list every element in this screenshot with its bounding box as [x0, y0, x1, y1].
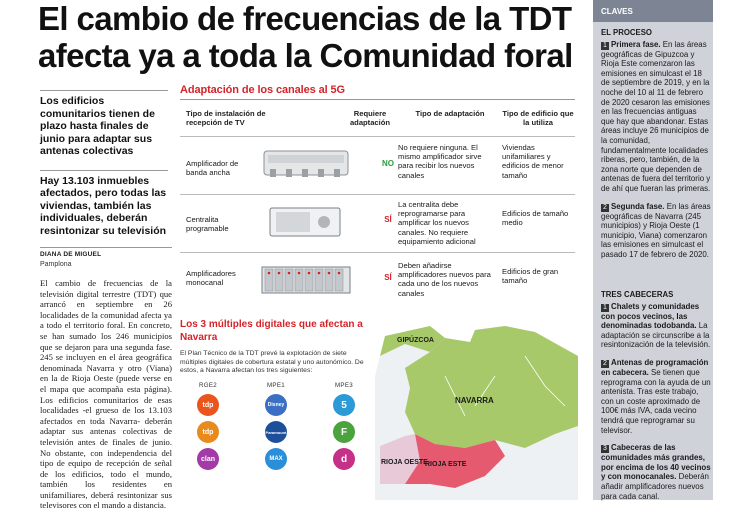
page-edge	[713, 0, 750, 500]
map-label-gipuzcoa: GIPÚZCOA	[397, 337, 434, 344]
row-installation-type: Amplificador de banda ancha	[186, 159, 239, 178]
row-requires: SÍ	[384, 215, 392, 224]
monochannel-amplifiers-image	[260, 261, 352, 297]
case-1-text: La adaptación se circunscribe a la resintonización de la televisión.	[601, 321, 711, 350]
row-building: Viviendas unifamiliares y edificios de menor tamaño	[502, 143, 564, 180]
channel-logo-f: F	[333, 421, 355, 443]
phase-2-number: 2	[601, 204, 609, 212]
header-building: Tipo de edificio que la utiliza	[502, 109, 574, 127]
dateline-location: Pamplona	[40, 261, 72, 268]
phase-1	[601, 40, 711, 194]
row-requires: NO	[382, 159, 394, 168]
case-2-title: Antenas de programación en cabecera.	[601, 357, 709, 377]
case-1	[601, 302, 711, 350]
cases-block	[601, 290, 711, 501]
case-3-title: Cabeceras de las comunidades más grandes, por encima de los 40 vecinos y con monocanales.	[601, 443, 711, 482]
infobox-title: Adaptación de los canales al 5G	[180, 84, 575, 100]
author-byline: DIANA DE MIGUEL	[40, 247, 172, 258]
channel-logo-paramount: Paramount	[265, 421, 287, 443]
table-row	[180, 194, 575, 252]
channel-logo-tdp: tdp	[197, 394, 219, 416]
subheadline-1: Los edificios comunitarios tienen de plazo hasta finales de junio para adaptar sus antenas colectivas	[40, 90, 172, 158]
multiplex-title: Los 3 múltiples digitales que afectan a Navarra	[180, 319, 363, 343]
case-2	[601, 358, 711, 435]
process-title: EL PROCESO	[601, 28, 652, 37]
table-row	[180, 136, 575, 194]
claves-sidebar	[593, 0, 713, 500]
case-1-number: 1	[601, 304, 609, 312]
multiplex-label: MPE3	[334, 382, 354, 389]
header-requires: Requiere adaptación	[349, 109, 391, 127]
row-requires: SÍ	[384, 273, 392, 282]
table-row	[180, 252, 575, 310]
phase-1-number: 1	[601, 42, 609, 50]
process-block	[601, 28, 711, 259]
claves-header: CLAVES	[593, 0, 713, 22]
phase-1-title: Primera fase.	[611, 39, 661, 49]
phase-1-text: En las áreas geográficas de Gipuzcoa y Rioja Este comenzaron las emisiones en simulcast el 18 de septiembre de 2019, y en la noche del 10 al 11 de febrero de 2020 cesaron las emisiones en las frecuencias antiguas que hay que abandonar. Estas áreas incluye 26 municipios de la comunidad, fundamentalmente localidades riberas, pero, también, de la zona norte que dependen de antenas de fuera del territorio y de ahí que fueran las primeras.	[601, 39, 711, 193]
channel-logo-5: 5	[333, 394, 355, 416]
row-installation-type: Amplificadores monocanal	[186, 269, 236, 288]
case-3	[601, 443, 711, 501]
header-installation-type: Tipo de instalación de recepción de TV	[186, 109, 266, 127]
subheadline-2: Hay 13.103 inmuebles afectados, pero todas las viviendas, también las individuales, deberán resintonizar su televisión	[40, 170, 172, 238]
multiplex-column-mpe3	[316, 382, 372, 500]
case-2-text: Se tienen que reprograma con la ayuda de un antenista. Tras este trabajo, con un coste aproximado de 100€ más IVA, cada vecino tendrá que reprogramar su televisor.	[601, 367, 711, 435]
phase-2-text: En las áreas geográficas de Navarra (245 municipios) y Rioja Oeste (1 municipio, Viana) comenzaron las emisiones en simulcast el pasado 17 de febrero de 2020.	[601, 201, 711, 259]
map-label-rioja-oeste: RIOJA OESTE	[381, 459, 428, 466]
adaptation-infobox	[180, 84, 575, 312]
programmable-controller-image	[260, 204, 352, 240]
multiplex-label: RGE2	[198, 382, 218, 389]
phase-2	[601, 202, 711, 260]
channel-logo-max: MAX	[265, 448, 287, 470]
multiplex-label: MPE1	[266, 382, 286, 389]
wideband-amplifier-image	[260, 145, 352, 181]
article-body: El cambio de frecuencias de la televisión digital terrestre (TDT) que arrancó en septiembre en 26 localidades de la comunidad afecta ya a todo el territorio foral. En concreto, se han sumado los 246 municipios que se dejaron para una segunda fase. 245 se incluyen en el área geográfica denominada Navarra y otro (Viana) en la de Rioja Oeste (puede verse en el mapa que acompaña esta página). Los edificios comunitarios de esas localidades -el grueso de los 13.103 afectados en toda Navarra- deberán adaptar sus antenas colectivas de televisión antes de finales de junio. No obstante, con independencia del tipo de equipo de recepción de señal de los edificios, todo el mundo, también los residentes en unifamiliares, deberá resintonizar sus televisores con el mando a distancia.	[40, 278, 172, 511]
case-3-number: 3	[601, 445, 609, 453]
left-column	[40, 90, 172, 511]
header-adaptation: Tipo de adaptación	[415, 109, 485, 118]
row-installation-type: Centralita programable	[186, 215, 229, 234]
headline: El cambio de frecuencias de la TDT afecta ya a toda la Comunidad foral	[38, 0, 573, 74]
channel-logo-tdp-hd: tdp	[197, 421, 219, 443]
case-3-text: Deberán añadir amplificadores nuevos para cada canal.	[601, 472, 709, 501]
regions-map	[375, 316, 578, 500]
map-label-navarra: NAVARRA	[455, 396, 494, 405]
multiplex-description: El Plan Técnico de la TDT prevé la explotación de siete múltiples digitales de cobertura estatal y uno autonómico. De estos, a Navarra afectan los tres siguientes:	[180, 350, 364, 374]
cases-title: TRES CABECERAS	[601, 290, 674, 299]
row-adaptation: No requiere ninguna. El mismo amplificador sirve para recibir los nuevos canales	[398, 143, 482, 180]
multiplex-column-rge2	[180, 382, 236, 500]
row-building: Edificios de tamaño medio	[502, 209, 569, 228]
phase-2-title: Segunda fase.	[611, 201, 665, 211]
channel-logo-d: d	[333, 448, 355, 470]
row-adaptation: La centralita debe reprogramarse para amplificar los nuevos canales. No requiere equipamiento adicional	[398, 200, 476, 246]
case-2-number: 2	[601, 360, 609, 368]
channel-logo-disney: Disney	[265, 394, 287, 416]
case-1-title: Chalets y comunidades con pocos vecinos, las denominadas todobanda.	[601, 301, 700, 331]
map-label-rioja-este: RIOJA ESTE	[425, 461, 467, 468]
row-building: Edificios de gran tamaño	[502, 267, 559, 286]
row-adaptation: Deben añadirse amplificadores nuevos para cada uno de los nuevos canales	[398, 261, 491, 298]
channel-logo-clan: clan	[197, 448, 219, 470]
multiplex-column-mpe1	[248, 382, 304, 500]
